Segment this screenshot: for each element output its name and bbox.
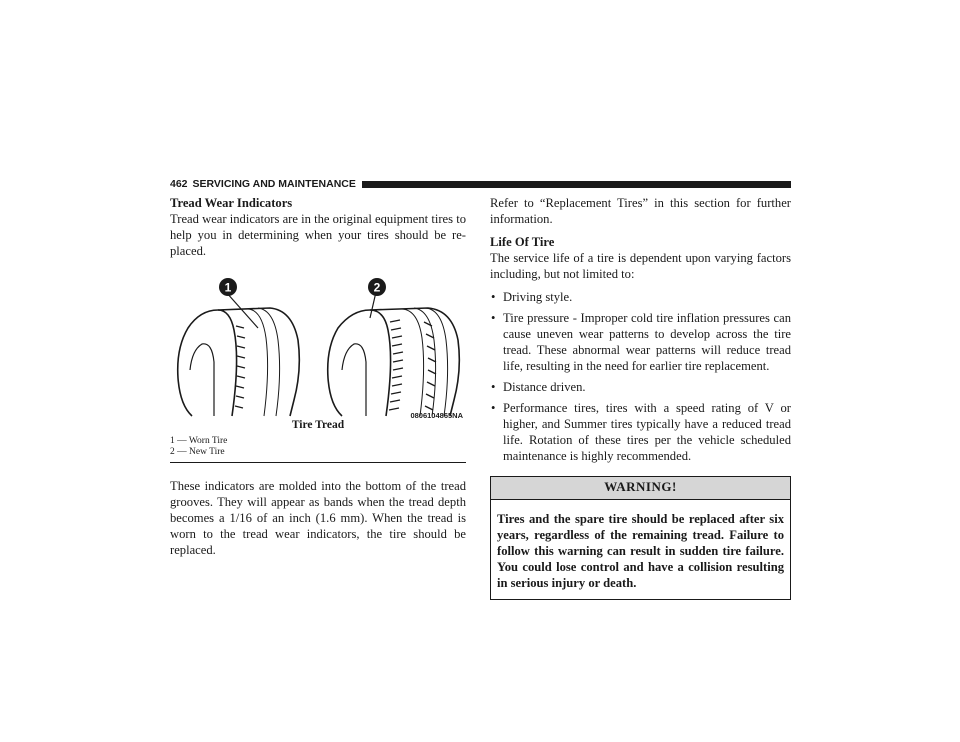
left-column [170, 195, 466, 558]
warning-title: WARNING! [491, 477, 790, 500]
factor-list [490, 289, 791, 464]
page-number: 462 [170, 178, 188, 190]
callout-2-label: 2 [373, 280, 381, 295]
warning-box [490, 476, 791, 600]
legend-divider [170, 462, 466, 463]
list-item: • Distance driven. [490, 379, 791, 395]
life-of-tire-heading: Life Of Tire [490, 235, 555, 249]
warning-text: Tires and the spare tire should be replaced after six years, regardless of the remaining tread. Failure to follow this warning can result in sudden tire failure. You could lose control and have a collision resulting in serious injury or death. [497, 512, 784, 590]
tire-illustration [170, 270, 466, 418]
right-column [490, 195, 791, 600]
replacement-tires-reference: Refer to “Replacement Tires” in this section for further information. [490, 196, 791, 226]
figure-code: 0806104865NA [410, 411, 463, 420]
legend-item-worn: 1 — Worn Tire [170, 436, 228, 446]
life-of-tire-lead: The service life of a tire is dependent upon varying factors including, but not limited to: [490, 251, 791, 281]
page-header [170, 177, 791, 191]
list-item: • Tire pressure - Improper cold tire inflation pressures can cause uneven wear patterns to develop across the tire tread. These abnormal wear patterns will reduce tread life, resulting in the need for earlier tire replacement. [490, 310, 791, 374]
list-item: • Performance tires, tires with a speed rating of V or higher, and Summer tires typically have a reduced tread life. Rotation of these tires per the vehicle scheduled maintenance is highly recommended. [490, 400, 791, 464]
callout-1-marker [219, 278, 237, 296]
callout-2-marker [368, 278, 386, 296]
legend-item-new: 2 — New Tire [170, 447, 225, 457]
section-title: SERVICING AND MAINTENANCE [192, 178, 356, 190]
figure-title: Tire Tread [291, 419, 345, 431]
tire-tread-figure [170, 270, 466, 433]
tread-wear-body: These indicators are molded into the bottom of the tread grooves. They will appear as bands when the tread depth becomes a 1/16 of an inch (1.6 mm). When the tread is worn to the tread wear indicators, the tire should be replaced. [170, 479, 466, 557]
figure-legend [170, 436, 466, 458]
list-item: • Driving style. [490, 289, 791, 305]
tread-wear-intro: Tread wear indicators are in the original equipment tires to help you in determining when your tires should be re- placed. [170, 212, 466, 258]
tread-wear-heading: Tread Wear Indicators [170, 196, 293, 210]
header-rule [362, 181, 791, 188]
callout-1-label: 1 [224, 280, 232, 295]
